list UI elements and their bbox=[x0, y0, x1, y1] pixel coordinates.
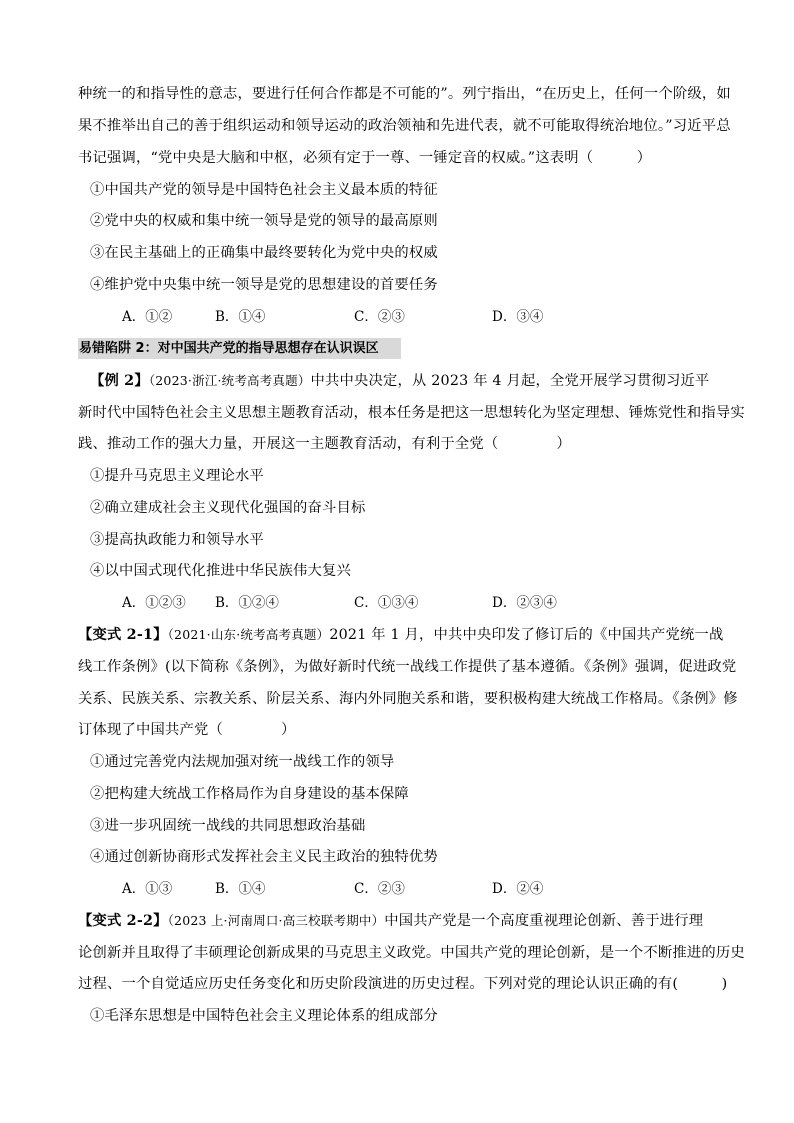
v21-source: （2021·山东·统考高考真题） bbox=[167, 627, 330, 642]
v22-first-line bbox=[78, 911, 703, 931]
ex2-options bbox=[78, 593, 718, 613]
q1-options bbox=[78, 307, 718, 327]
v21-item: ①通过完善党内法规加强对统一战线工作的领导 bbox=[90, 754, 395, 770]
option-c[interactable]: C．②③ bbox=[354, 881, 405, 897]
v21-tag: 【变式 2-1】 bbox=[78, 627, 168, 643]
q1-item: ④维护党中央集中统一领导是党的思想建设的首要任务 bbox=[90, 277, 438, 293]
option-a[interactable]: A．①③ bbox=[122, 881, 173, 897]
option-a[interactable]: A．①②③ bbox=[122, 595, 186, 611]
ex2-item: ③提高执政能力和领导水平 bbox=[90, 532, 264, 548]
v21-options bbox=[78, 879, 718, 899]
v21-item: ③进一步巩固统一战线的共同思想政治基础 bbox=[90, 818, 366, 834]
q1-item: ②党中央的权威和集中统一领导是党的领导的最高原则 bbox=[90, 213, 438, 229]
ex2-line: 践、推动工作的强大力量，开展这一主题教育活动，有利于全党（ ） bbox=[78, 436, 571, 452]
ex2-first-line bbox=[90, 371, 709, 391]
option-d[interactable]: D．③④ bbox=[492, 309, 544, 325]
intro-line: 书记强调，“党中央是大脑和中枢，必须有定于一尊、一锤定音的权威。”这表明（ ） bbox=[78, 150, 652, 166]
v22-line: 论创新并且取得了丰硕理论创新成果的马克思主义政党。中国共产党的理论创新，是一个不断推进的历史 bbox=[78, 945, 745, 961]
intro-line: 种统一的和指导性的意志，要进行任何合作都是不可能的”。列宁指出，“在历史上，任何一个阶级，如 bbox=[78, 86, 731, 102]
v21-line: 关系、民族关系、宗教关系、阶层关系、海内外同胞关系和谐，要积极构建大统战工作格局。《条例》修 bbox=[78, 691, 738, 707]
v21-first-line bbox=[78, 625, 723, 645]
q1-item: ③在民主基础上的正确集中最终要转化为党中央的权威 bbox=[90, 245, 438, 261]
v22-line: 中国共产党是一个高度重视理论创新、善于进行理 bbox=[384, 913, 704, 929]
q1-item: ①中国共产党的领导是中国特色社会主义最本质的特征 bbox=[90, 182, 438, 198]
option-b[interactable]: B．①④ bbox=[215, 881, 266, 897]
v21-item: ②把构建大统战工作格局作为自身建设的基本保障 bbox=[90, 786, 409, 802]
option-b[interactable]: B．①④ bbox=[215, 309, 266, 325]
v22-item: ①毛泽东思想是中国特色社会主义理论体系的组成部分 bbox=[90, 1008, 438, 1024]
ex2-tag: 【例 2】 bbox=[90, 373, 149, 389]
v21-line: 线工作条例》(以下简称《条例》，为做好新时代统一战线工作提供了基本遵循。《条例》强调，促进政党 bbox=[78, 659, 737, 675]
v22-source: （2023 上·河南周口·高三校联考期中） bbox=[167, 913, 385, 928]
option-d[interactable]: D．②③④ bbox=[492, 595, 557, 611]
v21-line: 订体现了中国共产党（ ） bbox=[78, 722, 296, 738]
option-c[interactable]: C．②③ bbox=[354, 309, 405, 325]
ex2-item: ④以中国式现代化推进中华民族伟大复兴 bbox=[90, 563, 351, 579]
ex2-item: ②确立建成社会主义现代化强国的奋斗目标 bbox=[90, 500, 366, 516]
option-c[interactable]: C．①③④ bbox=[354, 595, 419, 611]
ex2-line: 新时代中国特色社会主义思想主题教育活动，根本任务是把这一思想转化为坚定理想、锤炼党性和指导实 bbox=[78, 405, 745, 421]
ex2-line: 中共中央决定，从 2023 年 4 月起，全党开展学习贯彻习近平 bbox=[310, 373, 710, 389]
v21-item: ④通过创新协商形式发挥社会主义民主政治的独特优势 bbox=[90, 849, 438, 865]
v22-tag: 【变式 2-2】 bbox=[78, 913, 168, 929]
ex2-item: ①提升马克思主义理论水平 bbox=[90, 468, 264, 484]
v21-line: 2021 年 1 月，中共中央印发了修订后的《中国共产党统一战 bbox=[329, 627, 724, 643]
option-b[interactable]: B．①②④ bbox=[215, 595, 279, 611]
v22-line: 过程、一个自觉适应历史任务变化和历史阶段演进的历史过程。下列对党的理论认识正确的有( ) bbox=[78, 976, 728, 992]
intro-line: 果不推举出自己的善于组织运动和领导运动的政治领袖和先进代表，就不可能取得统治地位。”习近平总 bbox=[78, 118, 731, 134]
trap-heading: 易错陷阱 2：对中国共产党的指导思想存在认识误区 bbox=[78, 338, 401, 359]
option-a[interactable]: A．①② bbox=[122, 309, 173, 325]
ex2-source: （2023·浙江·统考高考真题） bbox=[148, 373, 311, 388]
option-d[interactable]: D．②④ bbox=[492, 881, 544, 897]
